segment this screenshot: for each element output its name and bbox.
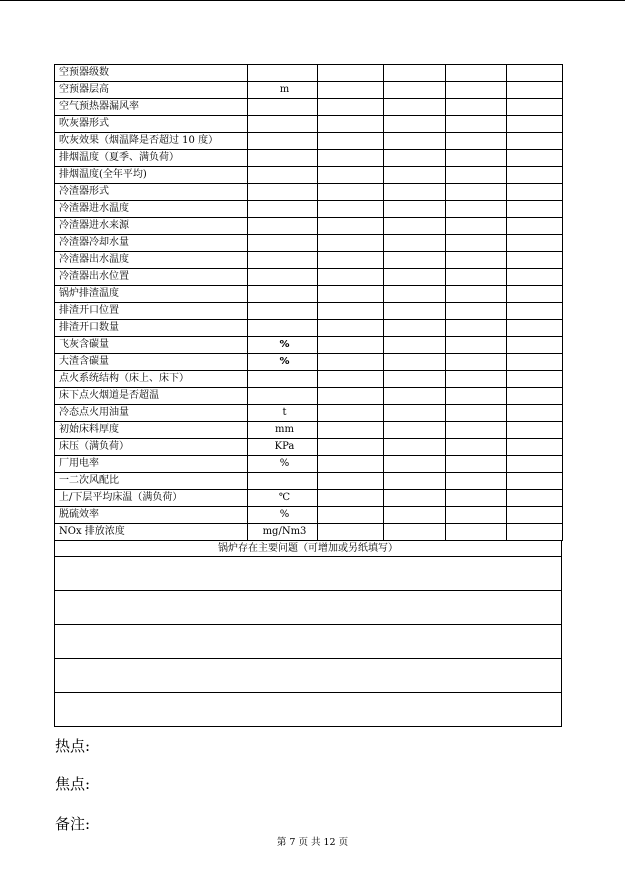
boiler-survey-table bbox=[54, 64, 562, 727]
remarks-note-label: 备注: bbox=[55, 815, 91, 833]
parameter-unit: mg/Nm3 bbox=[248, 524, 318, 541]
parameter-row bbox=[55, 405, 563, 422]
value-cell[interactable] bbox=[318, 167, 384, 184]
value-cell[interactable] bbox=[318, 133, 384, 150]
value-cell[interactable] bbox=[384, 133, 446, 150]
value-cell[interactable] bbox=[384, 235, 446, 252]
value-cell[interactable] bbox=[507, 269, 563, 286]
value-cell[interactable] bbox=[507, 405, 563, 422]
value-cell[interactable] bbox=[318, 456, 384, 473]
parameter-row bbox=[55, 354, 563, 371]
parameter-label: 空预器级数 bbox=[55, 65, 248, 82]
parameter-row bbox=[55, 116, 563, 133]
value-cell[interactable] bbox=[318, 65, 384, 82]
parameter-unit: ℃ bbox=[248, 490, 318, 507]
value-cell[interactable] bbox=[446, 235, 507, 252]
value-cell[interactable] bbox=[507, 65, 563, 82]
value-cell[interactable] bbox=[384, 439, 446, 456]
value-cell[interactable] bbox=[507, 439, 563, 456]
value-cell[interactable] bbox=[384, 116, 446, 133]
value-cell[interactable] bbox=[446, 405, 507, 422]
parameter-label: 冷渣器出水温度 bbox=[55, 252, 248, 269]
parameter-unit bbox=[248, 388, 318, 405]
value-cell[interactable] bbox=[507, 201, 563, 218]
parameter-label: 上/下层平均床温（满负荷） bbox=[55, 490, 248, 507]
value-cell[interactable] bbox=[507, 422, 563, 439]
issue-entry-cell[interactable] bbox=[55, 659, 562, 693]
parameter-row bbox=[55, 82, 563, 99]
page-top-rule bbox=[0, 0, 625, 1]
value-cell[interactable] bbox=[384, 405, 446, 422]
value-cell[interactable] bbox=[384, 354, 446, 371]
parameter-row bbox=[55, 439, 563, 456]
value-cell[interactable] bbox=[384, 473, 446, 490]
parameter-unit bbox=[248, 201, 318, 218]
value-cell[interactable] bbox=[507, 150, 563, 167]
parameter-label: 排烟温度(全年平均) bbox=[55, 167, 248, 184]
parameter-row bbox=[55, 65, 563, 82]
value-cell[interactable] bbox=[318, 82, 384, 99]
value-cell[interactable] bbox=[318, 507, 384, 524]
value-cell[interactable] bbox=[446, 286, 507, 303]
value-cell[interactable] bbox=[507, 320, 563, 337]
parameter-row bbox=[55, 133, 563, 150]
parameter-unit bbox=[248, 371, 318, 388]
parameter-label: 冷渣器进水来源 bbox=[55, 218, 248, 235]
parameter-row bbox=[55, 167, 563, 184]
value-cell[interactable] bbox=[446, 150, 507, 167]
parameter-unit bbox=[248, 473, 318, 490]
value-cell[interactable] bbox=[384, 201, 446, 218]
parameter-row bbox=[55, 524, 563, 541]
issue-row bbox=[55, 557, 562, 591]
value-cell[interactable] bbox=[384, 65, 446, 82]
value-cell[interactable] bbox=[507, 116, 563, 133]
value-cell[interactable] bbox=[446, 218, 507, 235]
parameter-label: 床下点火烟道是否超温 bbox=[55, 388, 248, 405]
value-cell[interactable] bbox=[318, 184, 384, 201]
parameter-row bbox=[55, 388, 563, 405]
value-cell[interactable] bbox=[318, 439, 384, 456]
value-cell[interactable] bbox=[384, 507, 446, 524]
parameter-unit: % bbox=[248, 507, 318, 524]
value-cell[interactable] bbox=[318, 320, 384, 337]
issue-entry-cell[interactable] bbox=[55, 693, 562, 727]
parameter-row bbox=[55, 320, 563, 337]
value-cell[interactable] bbox=[318, 371, 384, 388]
value-cell[interactable] bbox=[446, 65, 507, 82]
value-cell[interactable] bbox=[446, 354, 507, 371]
value-cell[interactable] bbox=[384, 422, 446, 439]
parameter-label: 一二次风配比 bbox=[55, 473, 248, 490]
parameter-label: NOx 排放浓度 bbox=[55, 524, 248, 541]
parameter-unit bbox=[248, 252, 318, 269]
parameter-label: 排渣开口数量 bbox=[55, 320, 248, 337]
value-cell[interactable] bbox=[446, 371, 507, 388]
value-cell[interactable] bbox=[384, 167, 446, 184]
parameter-label: 床压（满负荷） bbox=[55, 439, 248, 456]
parameter-unit bbox=[248, 116, 318, 133]
value-cell[interactable] bbox=[446, 201, 507, 218]
parameter-unit: % bbox=[248, 354, 318, 371]
parameter-label: 冷渣器冷却水量 bbox=[55, 235, 248, 252]
parameter-row bbox=[55, 371, 563, 388]
value-cell[interactable] bbox=[318, 235, 384, 252]
parameter-row bbox=[55, 150, 563, 167]
parameter-row bbox=[55, 507, 563, 524]
value-cell[interactable] bbox=[446, 116, 507, 133]
value-cell[interactable] bbox=[446, 439, 507, 456]
value-cell[interactable] bbox=[384, 456, 446, 473]
parameter-row bbox=[55, 456, 563, 473]
value-cell[interactable] bbox=[384, 218, 446, 235]
value-cell[interactable] bbox=[318, 337, 384, 354]
value-cell[interactable] bbox=[507, 235, 563, 252]
value-cell[interactable] bbox=[507, 337, 563, 354]
parameter-row bbox=[55, 252, 563, 269]
parameter-row bbox=[55, 422, 563, 439]
issue-entry-cell[interactable] bbox=[55, 591, 562, 625]
parameter-unit bbox=[248, 303, 318, 320]
value-cell[interactable] bbox=[318, 388, 384, 405]
value-cell[interactable] bbox=[318, 354, 384, 371]
parameter-unit: % bbox=[248, 456, 318, 473]
value-cell[interactable] bbox=[318, 269, 384, 286]
parameter-unit: m bbox=[248, 82, 318, 99]
parameter-label: 初始床料厚度 bbox=[55, 422, 248, 439]
parameter-label: 飞灰含碳量 bbox=[55, 337, 248, 354]
parameter-row bbox=[55, 286, 563, 303]
parameter-unit bbox=[248, 320, 318, 337]
parameter-row bbox=[55, 303, 563, 320]
value-cell[interactable] bbox=[446, 82, 507, 99]
parameter-label: 大渣含碳量 bbox=[55, 354, 248, 371]
value-cell[interactable] bbox=[384, 388, 446, 405]
issue-entry-cell[interactable] bbox=[55, 557, 562, 591]
parameter-unit bbox=[248, 99, 318, 116]
value-cell[interactable] bbox=[446, 388, 507, 405]
value-cell[interactable] bbox=[507, 388, 563, 405]
value-cell[interactable] bbox=[507, 490, 563, 507]
value-cell[interactable] bbox=[507, 354, 563, 371]
value-cell[interactable] bbox=[318, 99, 384, 116]
parameter-unit bbox=[248, 184, 318, 201]
value-cell[interactable] bbox=[446, 456, 507, 473]
value-cell[interactable] bbox=[384, 82, 446, 99]
value-cell[interactable] bbox=[507, 456, 563, 473]
issues-heading: 锅炉存在主要问题（可增加或另纸填写） bbox=[55, 541, 562, 557]
value-cell[interactable] bbox=[507, 218, 563, 235]
issue-entry-cell[interactable] bbox=[55, 625, 562, 659]
parameter-row bbox=[55, 99, 563, 116]
parameter-row bbox=[55, 269, 563, 286]
value-cell[interactable] bbox=[384, 269, 446, 286]
parameter-row bbox=[55, 473, 563, 490]
parameter-label: 冷渣器形式 bbox=[55, 184, 248, 201]
parameter-unit bbox=[248, 235, 318, 252]
parameter-label: 脱硫效率 bbox=[55, 507, 248, 524]
value-cell[interactable] bbox=[507, 286, 563, 303]
value-cell[interactable] bbox=[507, 507, 563, 524]
value-cell[interactable] bbox=[507, 184, 563, 201]
value-cell[interactable] bbox=[384, 337, 446, 354]
value-cell[interactable] bbox=[384, 303, 446, 320]
parameter-row bbox=[55, 218, 563, 235]
value-cell[interactable] bbox=[384, 252, 446, 269]
value-cell[interactable] bbox=[318, 252, 384, 269]
parameter-unit bbox=[248, 286, 318, 303]
parameter-row bbox=[55, 235, 563, 252]
parameter-unit bbox=[248, 150, 318, 167]
parameter-label: 空预器层高 bbox=[55, 82, 248, 99]
value-cell[interactable] bbox=[318, 422, 384, 439]
value-cell[interactable] bbox=[507, 524, 563, 541]
parameter-unit bbox=[248, 269, 318, 286]
value-cell[interactable] bbox=[384, 524, 446, 541]
value-cell[interactable] bbox=[318, 473, 384, 490]
parameter-unit bbox=[248, 133, 318, 150]
value-cell[interactable] bbox=[507, 99, 563, 116]
parameter-unit: % bbox=[248, 337, 318, 354]
value-cell[interactable] bbox=[507, 252, 563, 269]
value-cell[interactable] bbox=[318, 201, 384, 218]
parameter-label: 冷渣器出水位置 bbox=[55, 269, 248, 286]
value-cell[interactable] bbox=[446, 303, 507, 320]
value-cell[interactable] bbox=[446, 337, 507, 354]
value-cell[interactable] bbox=[318, 150, 384, 167]
value-cell[interactable] bbox=[318, 524, 384, 541]
value-cell[interactable] bbox=[384, 99, 446, 116]
parameter-label: 吹灰效果（烟温降是否超过 10 度） bbox=[55, 133, 248, 150]
value-cell[interactable] bbox=[446, 133, 507, 150]
parameter-grid bbox=[54, 64, 563, 541]
parameter-unit bbox=[248, 218, 318, 235]
value-cell[interactable] bbox=[507, 167, 563, 184]
value-cell[interactable] bbox=[446, 252, 507, 269]
parameter-label: 排渣开口位置 bbox=[55, 303, 248, 320]
value-cell[interactable] bbox=[446, 507, 507, 524]
focus-note-label: 焦点: bbox=[55, 775, 91, 793]
issue-row bbox=[55, 693, 562, 727]
value-cell[interactable] bbox=[446, 524, 507, 541]
parameter-row bbox=[55, 337, 563, 354]
issue-row bbox=[55, 659, 562, 693]
parameter-label: 吹灰器形式 bbox=[55, 116, 248, 133]
value-cell[interactable] bbox=[384, 286, 446, 303]
parameter-label: 厂用电率 bbox=[55, 456, 248, 473]
value-cell[interactable] bbox=[507, 473, 563, 490]
parameter-unit: KPa bbox=[248, 439, 318, 456]
parameter-label: 点火系统结构（床上、床下） bbox=[55, 371, 248, 388]
value-cell[interactable] bbox=[507, 82, 563, 99]
value-cell[interactable] bbox=[446, 99, 507, 116]
parameter-label: 空气预热器漏风率 bbox=[55, 99, 248, 116]
hotspot-note-label: 热点: bbox=[55, 737, 91, 755]
parameter-unit bbox=[248, 65, 318, 82]
value-cell[interactable] bbox=[446, 269, 507, 286]
value-cell[interactable] bbox=[507, 133, 563, 150]
value-cell[interactable] bbox=[318, 116, 384, 133]
value-cell[interactable] bbox=[318, 303, 384, 320]
parameter-label: 冷渣器进水温度 bbox=[55, 201, 248, 218]
issues-section bbox=[54, 541, 562, 727]
parameter-unit: t bbox=[248, 405, 318, 422]
issue-row bbox=[55, 591, 562, 625]
value-cell[interactable] bbox=[384, 320, 446, 337]
value-cell[interactable] bbox=[446, 490, 507, 507]
value-cell[interactable] bbox=[446, 422, 507, 439]
value-cell[interactable] bbox=[318, 405, 384, 422]
value-cell[interactable] bbox=[507, 371, 563, 388]
value-cell[interactable] bbox=[446, 184, 507, 201]
value-cell[interactable] bbox=[384, 184, 446, 201]
value-cell[interactable] bbox=[446, 473, 507, 490]
parameter-label: 排烟温度（夏季、满负荷） bbox=[55, 150, 248, 167]
page-number-footer: 第 7 页 共 12 页 bbox=[276, 837, 349, 848]
parameter-row bbox=[55, 490, 563, 507]
parameter-label: 锅炉排渣温度 bbox=[55, 286, 248, 303]
value-cell[interactable] bbox=[318, 490, 384, 507]
value-cell[interactable] bbox=[446, 320, 507, 337]
value-cell[interactable] bbox=[384, 150, 446, 167]
value-cell[interactable] bbox=[384, 490, 446, 507]
parameter-row bbox=[55, 184, 563, 201]
value-cell[interactable] bbox=[318, 218, 384, 235]
parameter-unit: mm bbox=[248, 422, 318, 439]
parameter-unit bbox=[248, 167, 318, 184]
issue-row bbox=[55, 625, 562, 659]
value-cell[interactable] bbox=[384, 371, 446, 388]
value-cell[interactable] bbox=[318, 286, 384, 303]
value-cell[interactable] bbox=[507, 303, 563, 320]
parameter-label: 冷态点火用油量 bbox=[55, 405, 248, 422]
parameter-row bbox=[55, 201, 563, 218]
value-cell[interactable] bbox=[446, 167, 507, 184]
